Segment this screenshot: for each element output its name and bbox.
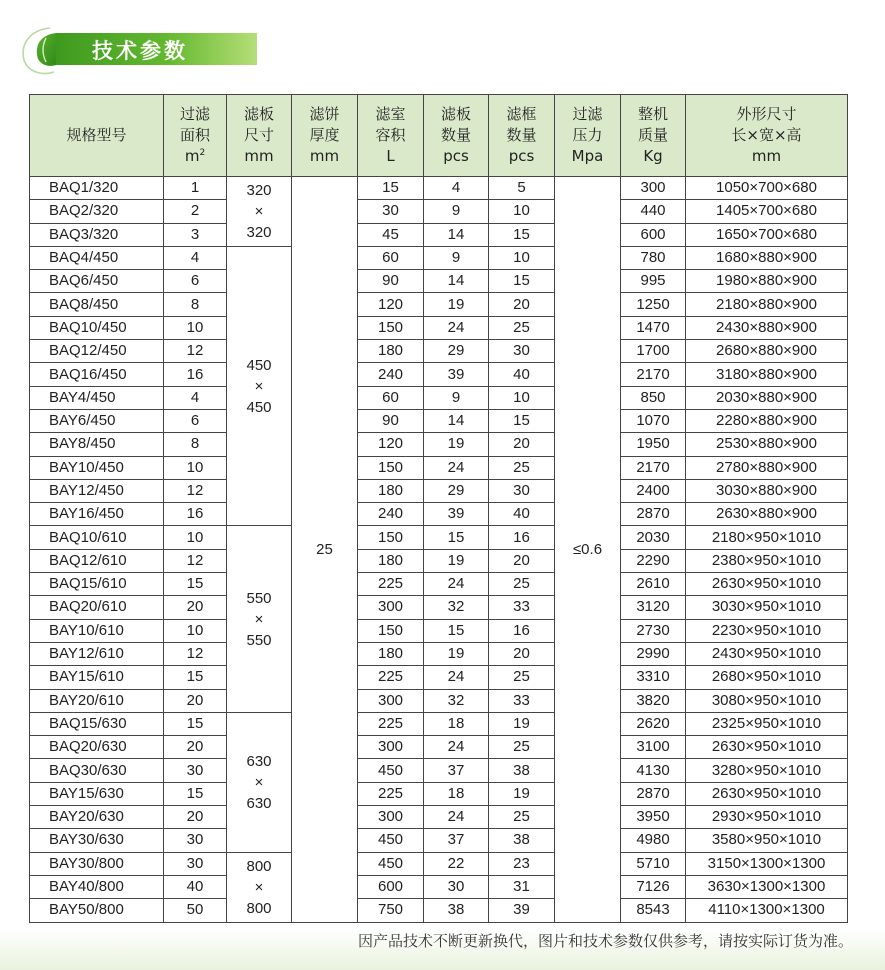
plates-qty-cell: 14 <box>424 270 489 293</box>
plates-qty-cell: 15 <box>424 619 489 642</box>
model-cell: BAY16/450 <box>30 503 164 526</box>
chamber-volume-cell: 180 <box>358 479 424 502</box>
weight-cell: 4130 <box>621 759 686 782</box>
dimensions-cell: 2180×950×1010 <box>686 526 848 549</box>
area-cell: 4 <box>164 246 227 269</box>
weight-cell: 7126 <box>621 875 686 898</box>
dimensions-cell: 2930×950×1010 <box>686 806 848 829</box>
weight-cell: 3310 <box>621 666 686 689</box>
weight-cell: 2870 <box>621 782 686 805</box>
plates-qty-cell: 24 <box>424 456 489 479</box>
frames-qty-cell: 20 <box>489 293 555 316</box>
dimensions-cell: 2430×880×900 <box>686 316 848 339</box>
area-cell: 1 <box>164 177 227 200</box>
frames-qty-cell: 39 <box>489 899 555 922</box>
model-cell: BAY10/610 <box>30 619 164 642</box>
chamber-volume-cell: 45 <box>358 223 424 246</box>
header-plates-qty: 滤板 数量 pcs <box>424 95 489 177</box>
frames-qty-cell: 40 <box>489 503 555 526</box>
plates-qty-cell: 39 <box>424 503 489 526</box>
frames-qty-cell: 10 <box>489 386 555 409</box>
frames-qty-cell: 20 <box>489 433 555 456</box>
plate-size-cell: 550 × 550 <box>227 526 292 712</box>
weight-cell: 850 <box>621 386 686 409</box>
table-row <box>30 852 848 875</box>
area-cell: 12 <box>164 642 227 665</box>
frames-qty-cell: 25 <box>489 456 555 479</box>
weight-cell: 1250 <box>621 293 686 316</box>
chamber-volume-cell: 150 <box>358 456 424 479</box>
model-cell: BAQ15/630 <box>30 712 164 735</box>
table-row <box>30 596 848 619</box>
table-row <box>30 642 848 665</box>
dimensions-cell: 2680×950×1010 <box>686 666 848 689</box>
model-cell: BAY6/450 <box>30 409 164 432</box>
model-cell: BAQ15/610 <box>30 573 164 596</box>
frames-qty-cell: 15 <box>489 223 555 246</box>
weight-cell: 3100 <box>621 736 686 759</box>
model-cell: BAY8/450 <box>30 433 164 456</box>
area-cell: 16 <box>164 503 227 526</box>
chamber-volume-cell: 240 <box>358 363 424 386</box>
section-title: 技术参数 <box>92 39 188 63</box>
plates-qty-cell: 4 <box>424 177 489 200</box>
weight-cell: 5710 <box>621 852 686 875</box>
table-row <box>30 340 848 363</box>
chamber-volume-cell: 450 <box>358 759 424 782</box>
weight-cell: 600 <box>621 223 686 246</box>
area-cell: 12 <box>164 549 227 572</box>
chamber-volume-cell: 150 <box>358 526 424 549</box>
header-pressure: 过滤 压力 Mpa <box>555 95 621 177</box>
weight-cell: 2030 <box>621 526 686 549</box>
plates-qty-cell: 15 <box>424 526 489 549</box>
model-cell: BAY50/800 <box>30 899 164 922</box>
dimensions-cell: 4110×1300×1300 <box>686 899 848 922</box>
area-cell: 4 <box>164 386 227 409</box>
weight-cell: 2620 <box>621 712 686 735</box>
table-row <box>30 246 848 269</box>
weight-cell: 1700 <box>621 340 686 363</box>
weight-cell: 440 <box>621 200 686 223</box>
cake-thickness-cell: 25 <box>292 177 358 923</box>
model-cell: BAQ2/320 <box>30 200 164 223</box>
area-cell: 12 <box>164 340 227 363</box>
model-cell: BAQ3/320 <box>30 223 164 246</box>
plates-qty-cell: 19 <box>424 642 489 665</box>
area-cell: 8 <box>164 433 227 456</box>
plates-qty-cell: 37 <box>424 759 489 782</box>
chamber-volume-cell: 60 <box>358 246 424 269</box>
weight-cell: 2730 <box>621 619 686 642</box>
frames-qty-cell: 25 <box>489 666 555 689</box>
plates-qty-cell: 22 <box>424 852 489 875</box>
dimensions-cell: 3280×950×1010 <box>686 759 848 782</box>
area-cell: 3 <box>164 223 227 246</box>
weight-cell: 2290 <box>621 549 686 572</box>
frames-qty-cell: 15 <box>489 409 555 432</box>
plates-qty-cell: 37 <box>424 829 489 852</box>
dimensions-cell: 1405×700×680 <box>686 200 848 223</box>
plates-qty-cell: 14 <box>424 409 489 432</box>
header-weight: 整机 质量 Kg <box>621 95 686 177</box>
chamber-volume-cell: 120 <box>358 433 424 456</box>
plate-size-cell: 800 × 800 <box>227 852 292 922</box>
dimensions-cell: 3580×950×1010 <box>686 829 848 852</box>
dimensions-cell: 2325×950×1010 <box>686 712 848 735</box>
header-plate-size: 滤板 尺寸 mm <box>227 95 292 177</box>
table-row <box>30 666 848 689</box>
header-frames-qty: 滤框 数量 pcs <box>489 95 555 177</box>
table-row <box>30 736 848 759</box>
dimensions-cell: 2630×880×900 <box>686 503 848 526</box>
plates-qty-cell: 32 <box>424 689 489 712</box>
model-cell: BAY40/800 <box>30 875 164 898</box>
plates-qty-cell: 9 <box>424 246 489 269</box>
header-cake-thickness: 滤饼 厚度 mm <box>292 95 358 177</box>
dimensions-cell: 1680×880×900 <box>686 246 848 269</box>
frames-qty-cell: 10 <box>489 200 555 223</box>
chamber-volume-cell: 90 <box>358 270 424 293</box>
chamber-volume-cell: 240 <box>358 503 424 526</box>
chamber-volume-cell: 225 <box>358 712 424 735</box>
model-cell: BAQ10/610 <box>30 526 164 549</box>
model-cell: BAQ10/450 <box>30 316 164 339</box>
model-cell: BAQ12/610 <box>30 549 164 572</box>
plate-size-cell: 450 × 450 <box>227 246 292 526</box>
model-cell: BAY20/630 <box>30 806 164 829</box>
table-body <box>30 177 848 923</box>
frames-qty-cell: 19 <box>489 712 555 735</box>
chamber-volume-cell: 300 <box>358 736 424 759</box>
model-cell: BAY20/610 <box>30 689 164 712</box>
plates-qty-cell: 24 <box>424 666 489 689</box>
area-cell: 15 <box>164 782 227 805</box>
chamber-volume-cell: 120 <box>358 293 424 316</box>
plates-qty-cell: 38 <box>424 899 489 922</box>
plates-qty-cell: 29 <box>424 479 489 502</box>
dimensions-cell: 2380×950×1010 <box>686 549 848 572</box>
dimensions-cell: 2630×950×1010 <box>686 573 848 596</box>
dimensions-cell: 3030×950×1010 <box>686 596 848 619</box>
model-cell: BAQ20/610 <box>30 596 164 619</box>
plates-qty-cell: 24 <box>424 736 489 759</box>
model-cell: BAQ20/630 <box>30 736 164 759</box>
table-row <box>30 409 848 432</box>
table-row <box>30 526 848 549</box>
area-cell: 10 <box>164 619 227 642</box>
weight-cell: 3120 <box>621 596 686 619</box>
chamber-volume-cell: 225 <box>358 573 424 596</box>
dimensions-cell: 1980×880×900 <box>686 270 848 293</box>
weight-cell: 8543 <box>621 899 686 922</box>
area-cell: 30 <box>164 829 227 852</box>
area-cell: 15 <box>164 712 227 735</box>
frames-qty-cell: 40 <box>489 363 555 386</box>
table-row <box>30 689 848 712</box>
model-cell: BAY15/610 <box>30 666 164 689</box>
plates-qty-cell: 18 <box>424 712 489 735</box>
dimensions-cell: 2630×950×1010 <box>686 782 848 805</box>
table-row <box>30 503 848 526</box>
dimensions-cell: 1650×700×680 <box>686 223 848 246</box>
weight-cell: 3950 <box>621 806 686 829</box>
weight-cell: 1950 <box>621 433 686 456</box>
plates-qty-cell: 18 <box>424 782 489 805</box>
footnote: 因产品技术不断更新换代，图片和技术参数仅供参考，请按实际订货为准。 <box>357 932 853 950</box>
dimensions-cell: 2530×880×900 <box>686 433 848 456</box>
table-row <box>30 386 848 409</box>
frames-qty-cell: 33 <box>489 596 555 619</box>
spec-table <box>29 94 848 923</box>
header-chamber-volume: 滤室 容积 L <box>358 95 424 177</box>
frames-qty-cell: 23 <box>489 852 555 875</box>
frames-qty-cell: 5 <box>489 177 555 200</box>
frames-qty-cell: 33 <box>489 689 555 712</box>
dimensions-cell: 2630×950×1010 <box>686 736 848 759</box>
chamber-volume-cell: 150 <box>358 619 424 642</box>
table-row <box>30 456 848 479</box>
chamber-volume-cell: 300 <box>358 689 424 712</box>
area-cell: 20 <box>164 689 227 712</box>
dimensions-cell: 1050×700×680 <box>686 177 848 200</box>
table-row <box>30 712 848 735</box>
weight-cell: 2990 <box>621 642 686 665</box>
table-row <box>30 759 848 782</box>
plate-size-cell: 630 × 630 <box>227 712 292 852</box>
weight-cell: 2170 <box>621 363 686 386</box>
area-cell: 50 <box>164 899 227 922</box>
chamber-volume-cell: 225 <box>358 782 424 805</box>
chamber-volume-cell: 15 <box>358 177 424 200</box>
table-row <box>30 573 848 596</box>
model-cell: BAY12/450 <box>30 479 164 502</box>
plates-qty-cell: 19 <box>424 549 489 572</box>
table-row <box>30 200 848 223</box>
dimensions-cell: 3030×880×900 <box>686 479 848 502</box>
table-header-row <box>30 95 848 177</box>
area-cell: 12 <box>164 479 227 502</box>
model-cell: BAQ6/450 <box>30 270 164 293</box>
frames-qty-cell: 16 <box>489 526 555 549</box>
plates-qty-cell: 39 <box>424 363 489 386</box>
model-cell: BAQ30/630 <box>30 759 164 782</box>
plates-qty-cell: 30 <box>424 875 489 898</box>
frames-qty-cell: 19 <box>489 782 555 805</box>
frames-qty-cell: 20 <box>489 642 555 665</box>
plates-qty-cell: 19 <box>424 293 489 316</box>
frames-qty-cell: 25 <box>489 806 555 829</box>
model-cell: BAY30/800 <box>30 852 164 875</box>
model-cell: BAQ1/320 <box>30 177 164 200</box>
chamber-volume-cell: 30 <box>358 200 424 223</box>
frames-qty-cell: 25 <box>489 736 555 759</box>
weight-cell: 1470 <box>621 316 686 339</box>
model-cell: BAQ16/450 <box>30 363 164 386</box>
frames-qty-cell: 38 <box>489 759 555 782</box>
section-header <box>16 26 276 76</box>
frames-qty-cell: 10 <box>489 246 555 269</box>
dimensions-cell: 3630×1300×1300 <box>686 875 848 898</box>
weight-cell: 2610 <box>621 573 686 596</box>
weight-cell: 3820 <box>621 689 686 712</box>
area-cell: 2 <box>164 200 227 223</box>
frames-qty-cell: 30 <box>489 340 555 363</box>
plates-qty-cell: 29 <box>424 340 489 363</box>
table-row <box>30 479 848 502</box>
table-row <box>30 293 848 316</box>
plates-qty-cell: 24 <box>424 573 489 596</box>
frames-qty-cell: 38 <box>489 829 555 852</box>
table-row <box>30 363 848 386</box>
weight-cell: 2400 <box>621 479 686 502</box>
weight-cell: 2170 <box>621 456 686 479</box>
table-row <box>30 875 848 898</box>
dimensions-cell: 3180×880×900 <box>686 363 848 386</box>
area-cell: 8 <box>164 293 227 316</box>
table-row <box>30 619 848 642</box>
model-cell: BAY30/630 <box>30 829 164 852</box>
table-row <box>30 549 848 572</box>
weight-cell: 300 <box>621 177 686 200</box>
table-row <box>30 223 848 246</box>
dimensions-cell: 2180×880×900 <box>686 293 848 316</box>
chamber-volume-cell: 180 <box>358 340 424 363</box>
model-cell: BAQ8/450 <box>30 293 164 316</box>
table-row <box>30 177 848 200</box>
frames-qty-cell: 15 <box>489 270 555 293</box>
chamber-volume-cell: 450 <box>358 852 424 875</box>
frames-qty-cell: 30 <box>489 479 555 502</box>
table-row <box>30 782 848 805</box>
table-row <box>30 433 848 456</box>
area-cell: 20 <box>164 596 227 619</box>
area-cell: 10 <box>164 456 227 479</box>
model-cell: BAY15/630 <box>30 782 164 805</box>
plates-qty-cell: 9 <box>424 386 489 409</box>
area-cell: 40 <box>164 875 227 898</box>
model-cell: BAQ4/450 <box>30 246 164 269</box>
frames-qty-cell: 25 <box>489 316 555 339</box>
chamber-volume-cell: 600 <box>358 875 424 898</box>
plates-qty-cell: 24 <box>424 806 489 829</box>
chamber-volume-cell: 180 <box>358 642 424 665</box>
frames-qty-cell: 25 <box>489 573 555 596</box>
area-cell: 20 <box>164 806 227 829</box>
chamber-volume-cell: 180 <box>358 549 424 572</box>
area-cell: 6 <box>164 409 227 432</box>
weight-cell: 2870 <box>621 503 686 526</box>
chamber-volume-cell: 60 <box>358 386 424 409</box>
header-area: 过滤 面积 $m^2$ <box>164 95 227 177</box>
area-cell: 15 <box>164 573 227 596</box>
chamber-volume-cell: 300 <box>358 806 424 829</box>
table-row <box>30 829 848 852</box>
dimensions-cell: 3150×1300×1300 <box>686 852 848 875</box>
weight-cell: 1070 <box>621 409 686 432</box>
frames-qty-cell: 16 <box>489 619 555 642</box>
table-row <box>30 899 848 922</box>
dimensions-cell: 2280×880×900 <box>686 409 848 432</box>
plates-qty-cell: 32 <box>424 596 489 619</box>
chamber-volume-cell: 150 <box>358 316 424 339</box>
plate-size-cell: 320 × 320 <box>227 177 292 247</box>
chamber-volume-cell: 300 <box>358 596 424 619</box>
area-cell: 15 <box>164 666 227 689</box>
dimensions-cell: 2780×880×900 <box>686 456 848 479</box>
weight-cell: 780 <box>621 246 686 269</box>
area-cell: 10 <box>164 316 227 339</box>
weight-cell: 995 <box>621 270 686 293</box>
plates-qty-cell: 24 <box>424 316 489 339</box>
area-cell: 10 <box>164 526 227 549</box>
model-cell: BAY12/610 <box>30 642 164 665</box>
chamber-volume-cell: 90 <box>358 409 424 432</box>
table-row <box>30 270 848 293</box>
table-row <box>30 806 848 829</box>
area-cell: 6 <box>164 270 227 293</box>
chamber-volume-cell: 450 <box>358 829 424 852</box>
header-model: 规格型号 <box>30 95 164 177</box>
plates-qty-cell: 14 <box>424 223 489 246</box>
frames-qty-cell: 20 <box>489 549 555 572</box>
area-cell: 30 <box>164 759 227 782</box>
plates-qty-cell: 19 <box>424 433 489 456</box>
area-cell: 20 <box>164 736 227 759</box>
area-cell: 16 <box>164 363 227 386</box>
dimensions-cell: 2030×880×900 <box>686 386 848 409</box>
weight-cell: 4980 <box>621 829 686 852</box>
model-cell: BAY10/450 <box>30 456 164 479</box>
model-cell: BAQ12/450 <box>30 340 164 363</box>
chamber-volume-cell: 750 <box>358 899 424 922</box>
header-dimensions: 外形尺寸 长×宽×高 mm <box>686 95 848 177</box>
plates-qty-cell: 9 <box>424 200 489 223</box>
table-row <box>30 316 848 339</box>
dimensions-cell: 3080×950×1010 <box>686 689 848 712</box>
frames-qty-cell: 31 <box>489 875 555 898</box>
model-cell: BAY4/450 <box>30 386 164 409</box>
dimensions-cell: 2230×950×1010 <box>686 619 848 642</box>
pressure-cell: ≤0.6 <box>555 177 621 923</box>
dimensions-cell: 2680×880×900 <box>686 340 848 363</box>
dimensions-cell: 2430×950×1010 <box>686 642 848 665</box>
chamber-volume-cell: 225 <box>358 666 424 689</box>
area-cell: 30 <box>164 852 227 875</box>
